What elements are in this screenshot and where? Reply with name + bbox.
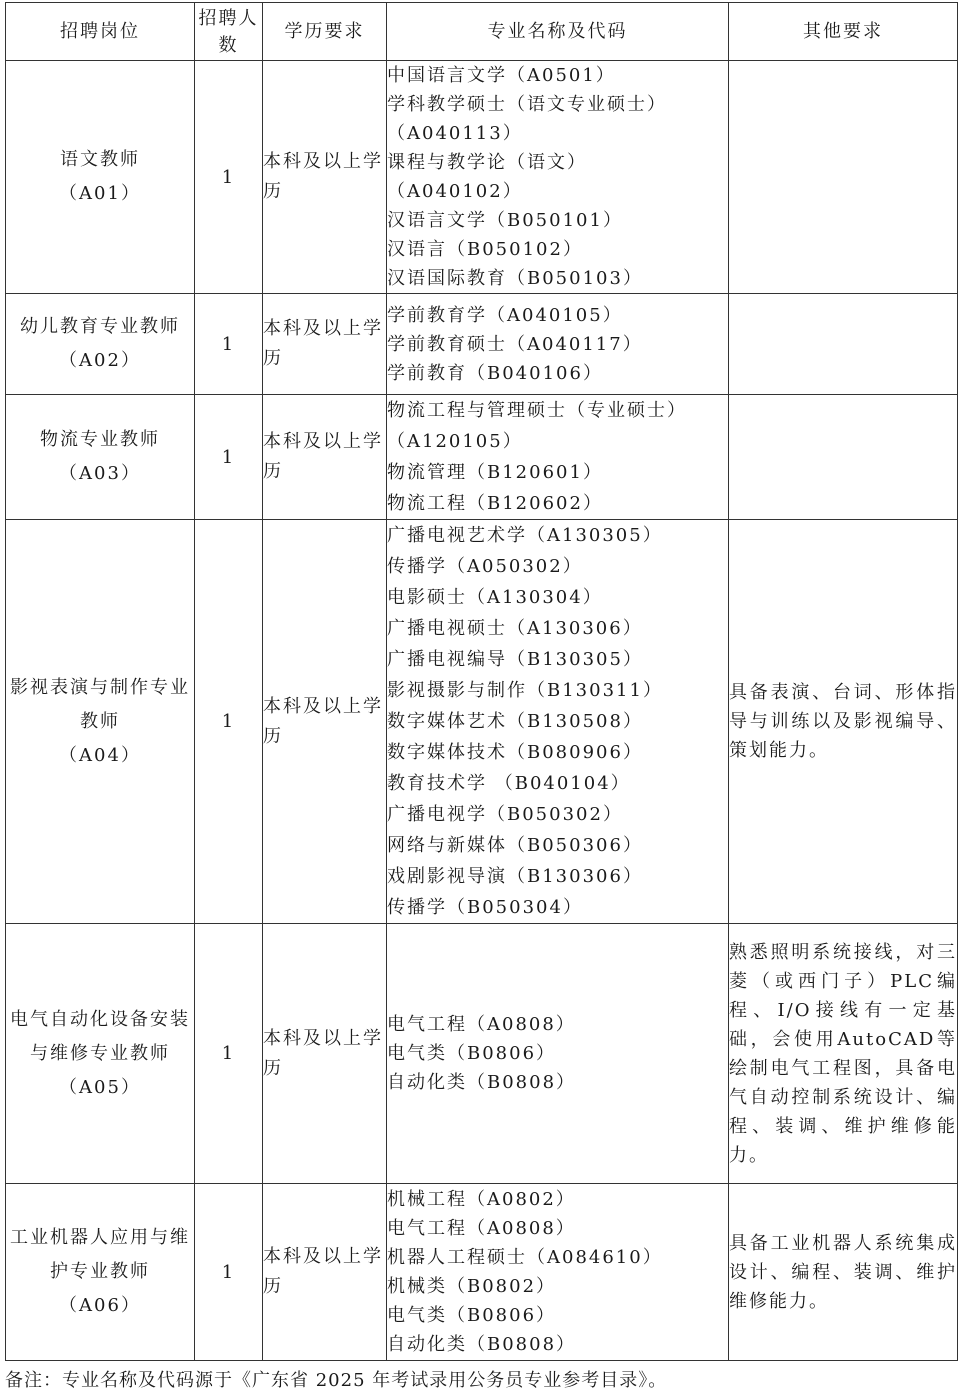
table-row (6, 294, 958, 395)
post-name: 物流专业教师 (40, 429, 160, 450)
table-row (6, 924, 958, 1184)
major-item: 影视摄影与制作（B130311） (387, 680, 663, 701)
majors-cell (387, 61, 729, 294)
major-item: （A040102） (387, 181, 523, 202)
header-majors: 专业名称及代码 (387, 3, 729, 61)
count-cell: 1 (195, 1184, 263, 1361)
major-item: 广播电视硕士（A130306） (387, 618, 643, 639)
majors-cell (387, 520, 729, 924)
major-item: 广播电视学（B050302） (387, 804, 623, 825)
major-item: 电气工程（A0808） (387, 1218, 576, 1239)
other-requirements-cell: 具备工业机器人系统集成设计、编程、装调、维护维修能力。 (729, 1184, 958, 1361)
major-item: 网络与新媒体（B050306） (387, 835, 643, 856)
post-cell (6, 61, 195, 294)
count-cell: 1 (195, 61, 263, 294)
post-code: （A05） (59, 1076, 141, 1098)
major-item: 数字媒体技术（B080906） (387, 742, 643, 763)
table-header-row (6, 3, 958, 61)
other-requirements-cell (729, 395, 958, 520)
post-code: （A04） (59, 744, 141, 766)
major-item: 学前教育（B040106） (387, 362, 603, 384)
count-cell: 1 (195, 924, 263, 1184)
post-name: 影视表演与制作专业教师 (10, 676, 190, 732)
count-cell: 1 (195, 294, 263, 395)
table-row (6, 1184, 958, 1361)
post-code: （A06） (59, 1295, 141, 1316)
major-item: 自动化类（B0808） (387, 1334, 577, 1355)
post-name: 电气自动化设备安装与维修专业教师 (10, 1008, 190, 1064)
table-row (6, 520, 958, 924)
major-item: 学前教育硕士（A040117） (387, 333, 643, 355)
major-item: 汉语国际教育（B050103） (387, 268, 643, 289)
major-item: 戏剧影视导演（B130306） (387, 866, 643, 887)
education-cell: 本科及以上学历 (263, 61, 387, 294)
post-cell (6, 395, 195, 520)
major-item: 物流工程（B120602） (387, 493, 603, 514)
major-item: 物流管理（B120601） (387, 462, 603, 483)
major-item: 机械类（B0802） (387, 1276, 557, 1297)
major-item: 数字媒体艺术（B130508） (387, 711, 643, 732)
major-item: 汉语言（B050102） (387, 239, 583, 260)
major-item: 物流工程与管理硕士（专业硕士） (387, 400, 687, 421)
majors-cell (387, 1184, 729, 1361)
education-cell: 本科及以上学历 (263, 520, 387, 924)
education-cell: 本科及以上学历 (263, 395, 387, 520)
post-name: 语文教师 (60, 149, 140, 170)
header-other: 其他要求 (729, 3, 958, 61)
header-education: 学历要求 (263, 3, 387, 61)
major-item: 传播学（A050302） (387, 556, 583, 577)
table-body (6, 61, 958, 1361)
footnote: 备注：专业名称及代码源于《广东省 2025 年考试录用公务员专业参考目录》。 (5, 1370, 668, 1391)
post-cell (6, 520, 195, 924)
major-item: 机械工程（A0802） (387, 1189, 576, 1210)
major-item: 汉语言文学（B050101） (387, 210, 623, 231)
major-item: （A040113） (387, 123, 523, 144)
major-item: 电气类（B0806） (387, 1305, 557, 1326)
major-item: 教育技术学 （B040104） (387, 773, 631, 794)
other-requirements-cell (729, 61, 958, 294)
table-row (6, 395, 958, 520)
education-cell: 本科及以上学历 (263, 294, 387, 395)
majors-cell (387, 924, 729, 1184)
other-requirements-cell: 具备表演、台词、形体指导与训练以及影视编导、策划能力。 (729, 520, 958, 924)
major-item: 学科教学硕士（语文专业硕士） (387, 94, 667, 115)
major-item: 广播电视编导（B130305） (387, 649, 643, 670)
major-item: 电气工程（A0808） (387, 1014, 576, 1035)
major-item: 电气类（B0806） (387, 1043, 557, 1064)
other-requirements-cell (729, 294, 958, 395)
major-item: 课程与教学论（语文） (387, 152, 587, 173)
major-item: 电影硕士（A130304） (387, 587, 603, 608)
major-item: 学前教育学（A040105） (387, 304, 623, 326)
education-cell: 本科及以上学历 (263, 924, 387, 1184)
major-item: 广播电视艺术学（A130305） (387, 525, 663, 546)
post-code: （A01） (59, 183, 141, 204)
major-item: 自动化类（B0808） (387, 1072, 577, 1093)
major-item: 机器人工程硕士（A084610） (387, 1247, 663, 1268)
recruitment-table (5, 2, 958, 1361)
table-row (6, 61, 958, 294)
post-cell (6, 1184, 195, 1361)
post-code: （A03） (59, 463, 141, 484)
header-count: 招聘人数 (195, 3, 263, 61)
major-item: （A120105） (387, 431, 523, 452)
post-code: （A02） (59, 350, 141, 371)
majors-cell (387, 294, 729, 395)
count-cell: 1 (195, 520, 263, 924)
majors-cell (387, 395, 729, 520)
major-item: 中国语言文学（A0501） (387, 65, 616, 86)
post-name: 工业机器人应用与维护专业教师 (10, 1227, 190, 1282)
education-cell: 本科及以上学历 (263, 1184, 387, 1361)
major-item: 传播学（B050304） (387, 897, 583, 918)
post-name: 幼儿教育专业教师 (20, 316, 180, 337)
post-cell (6, 924, 195, 1184)
count-cell: 1 (195, 395, 263, 520)
header-post: 招聘岗位 (6, 3, 195, 61)
post-cell (6, 294, 195, 395)
other-requirements-cell: 熟悉照明系统接线，对三菱（或西门子）PLC编程、I/O接线有一定基础，会使用AutoCAD等绘制电气工程图，具备电气自动控制系统设计、编程、装调、维护维修能力。 (729, 924, 958, 1184)
